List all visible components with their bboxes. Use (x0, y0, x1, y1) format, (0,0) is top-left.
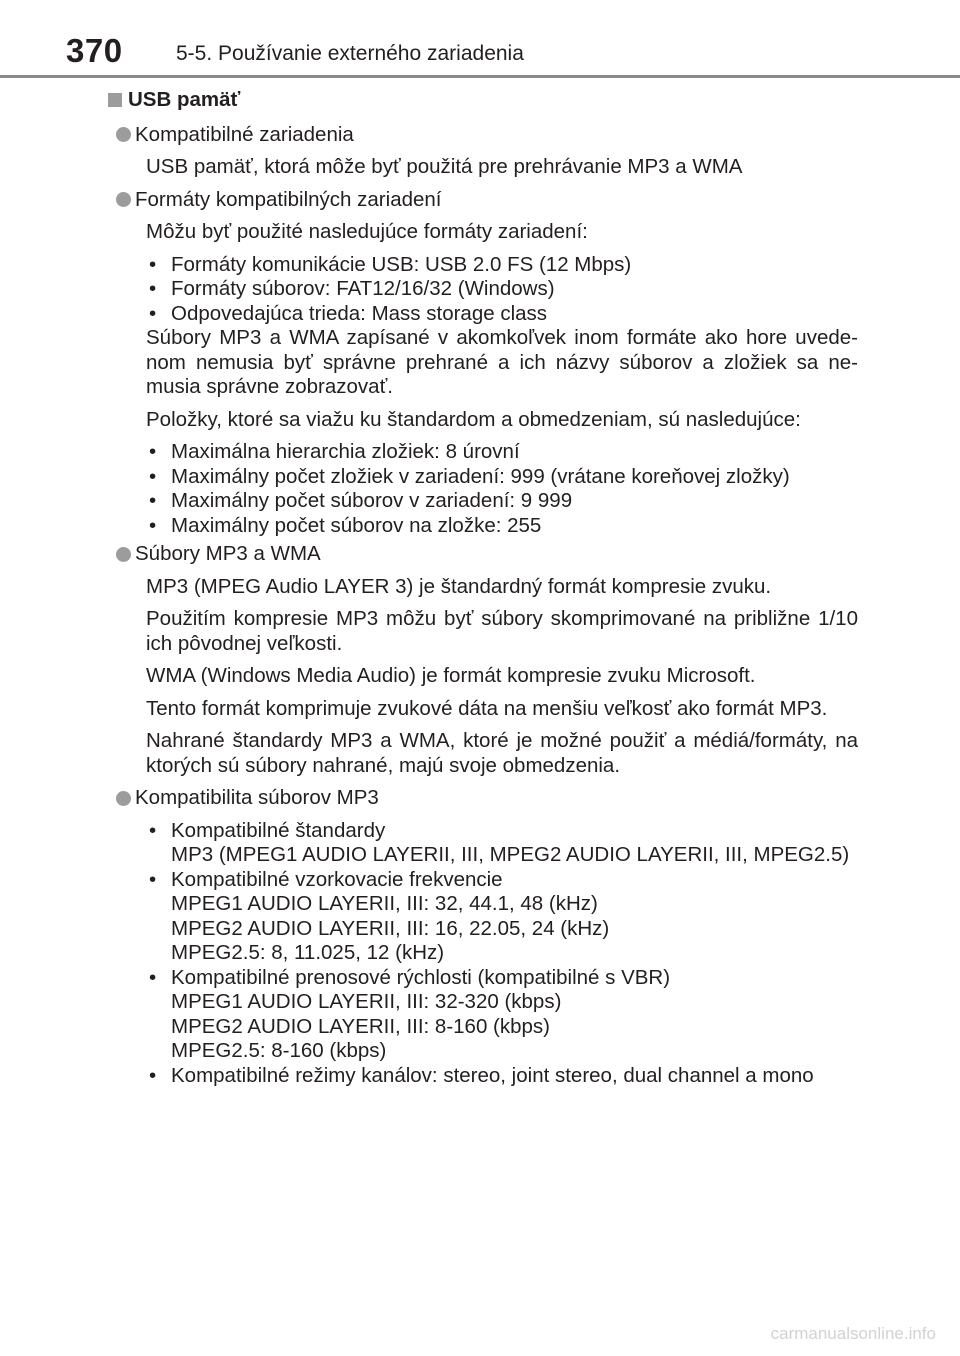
list-item: • Formáty komunikácie USB: USB 2.0 FS (12 Mbps) (146, 253, 858, 278)
paragraph: Súbory MP3 a WMA zapísané v akomkoľvek inom formáte ako hore uvede- nom nemusia byť správne prehrané a ich názvy súborov a zložiek sa ne- musia správne zobrazovať. (146, 326, 858, 398)
subheading-mp3-compat: Kompatibilita súborov MP3 (116, 786, 858, 811)
paragraph: Použitím kompresie MP3 môžu byť súbory skomprimované na približne 1/10 ich pôvodnej veľkosti. (146, 607, 858, 655)
paragraph: MP3 (MPEG Audio LAYER 3) je štandardný formát kompresie zvuku. (146, 574, 772, 598)
circle-bullet-icon (116, 192, 131, 207)
subheading-mp3-wma: Súbory MP3 a WMA (116, 542, 858, 567)
square-bullet-icon (108, 93, 122, 107)
heading-text: USB pamäť (128, 88, 241, 111)
list-item: • Maximálny počet zložiek v zariadení: 999 (vrátane koreňovej zložky) (146, 465, 858, 490)
paragraph: Tento formát komprimuje zvukové dáta na menšiu veľkosť ako formát MP3. (146, 696, 828, 720)
section-title: 5-5. Používanie externého zariadenia (176, 42, 524, 65)
list-item: • Kompatibilné štandardy MP3 (MPEG1 AUDIO LAYERII, III, MPEG2 AUDIO LAYERII, III, MPEG2.5) (146, 819, 858, 868)
list-item: • Maximálny počet súborov v zariadení: 9 999 (146, 489, 858, 514)
formats-list (146, 253, 858, 327)
list-item: • Kompatibilné vzorkovacie frekvencie MPEG1 AUDIO LAYERII, III: 32, 44.1, 48 (kHz) MPEG2 AUDIO LAYERII, III: 16, 22.05, 24 (kHz) MPEG2.5: 8, 11.025, 12 (kHz) (146, 868, 858, 966)
mp3-compat-list (146, 819, 858, 1089)
circle-bullet-icon (116, 791, 131, 806)
page-content (108, 88, 858, 1088)
circle-bullet-icon (116, 547, 131, 562)
paragraph: WMA (Windows Media Audio) je formát kompresie zvuku Microsoft. (146, 664, 756, 687)
list-item: • Formáty súborov: FAT12/16/32 (Windows) (146, 277, 858, 302)
section-heading (108, 88, 858, 113)
page-header (0, 0, 960, 80)
header-divider (0, 75, 960, 78)
list-item: • Kompatibilné režimy kanálov: stereo, joint stereo, dual channel a mono (146, 1064, 858, 1089)
paragraph: Položky, ktoré sa viažu ku štandardom a obmedzeniam, sú nasledujúce: (146, 407, 801, 431)
paragraph: USB pamäť, ktorá môže byť použitá pre prehrávanie MP3 a WMA (146, 155, 743, 178)
paragraph: Nahrané štandardy MP3 a WMA, ktoré je možné použiť a médiá/formáty, na ktorých sú súbory nahrané, majú svoje obmedzenia. (146, 729, 858, 777)
list-item: • Maximálny počet súborov na zložke: 255 (146, 514, 858, 539)
list-item: • Odpovedajúca trieda: Mass storage class (146, 302, 858, 327)
circle-bullet-icon (116, 127, 131, 142)
watermark: carmanualsonline.info (770, 1324, 936, 1343)
page-number: 370 (66, 32, 123, 69)
paragraph: Môžu byť použité nasledujúce formáty zariadení: (146, 220, 588, 243)
list-item: • Kompatibilné prenosové rýchlosti (kompatibilné s VBR) MPEG1 AUDIO LAYERII, III: 32-320 (kbps) MPEG2 AUDIO LAYERII, III: 8-160 (kbps) MPEG2.5: 8-160 (kbps) (146, 966, 858, 1064)
list-item: • Maximálna hierarchia zložiek: 8 úrovní (146, 440, 858, 465)
subheading-compat-devices: Kompatibilné zariadenia (116, 123, 858, 148)
subheading-formats: Formáty kompatibilných zariadení (116, 188, 858, 213)
limits-list (146, 440, 858, 538)
